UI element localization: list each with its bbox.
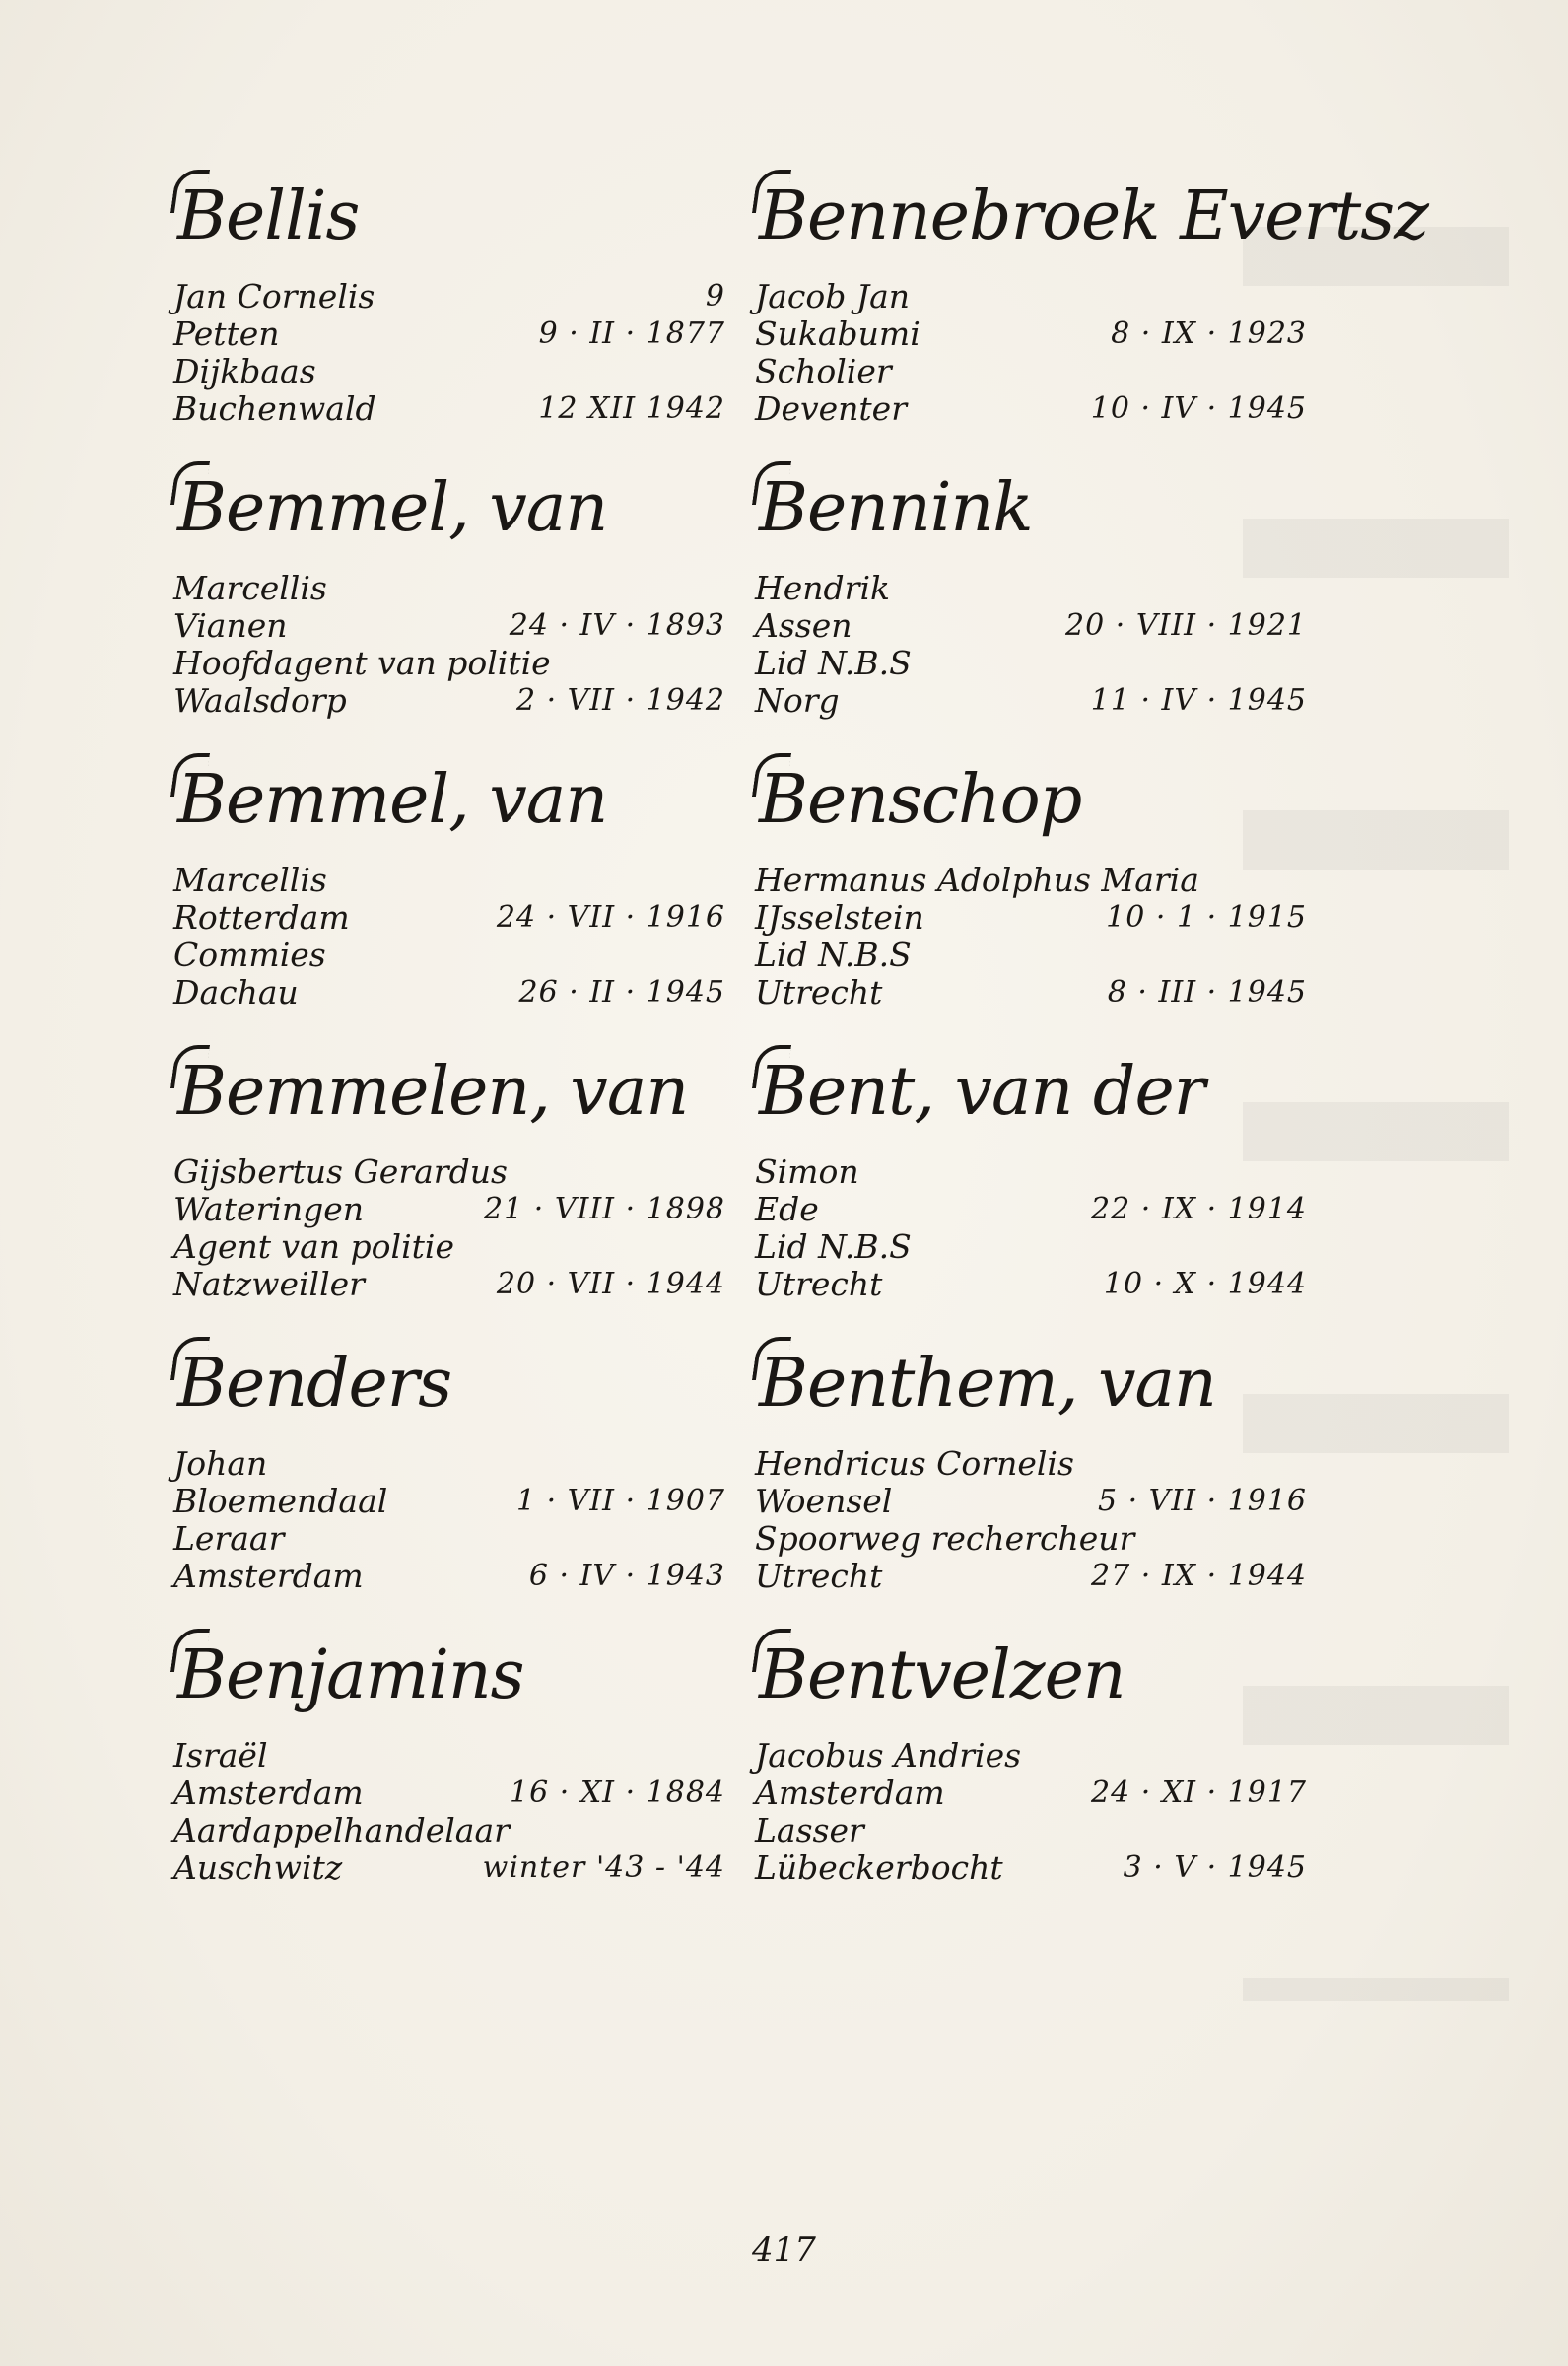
- detail-text: Vianen: [173, 606, 288, 645]
- detail-text: Lübeckerbocht: [755, 1848, 1003, 1887]
- detail-text: IJsselstein: [755, 898, 924, 937]
- detail-text: Amsterdam: [755, 1774, 945, 1812]
- entry-details: [173, 1737, 725, 1887]
- detail-text: Jan Cornelis: [173, 277, 375, 315]
- detail-date: 3 · V · 1945: [1123, 1850, 1307, 1885]
- detail-line: [755, 899, 1307, 937]
- detail-text: Bloemendaal: [173, 1482, 388, 1520]
- surname-text: Bent, van der: [759, 1053, 1205, 1131]
- detail-line: [173, 682, 725, 720]
- detail-line: [173, 570, 725, 607]
- detail-text: Marcellis: [173, 569, 327, 607]
- detail-line: [173, 1266, 725, 1303]
- detail-date: winter '43 - '44: [482, 1850, 725, 1885]
- detail-text: Hendricus Cornelis: [755, 1444, 1074, 1483]
- detail-date: 1 · VII · 1907: [515, 1484, 725, 1518]
- detail-text: Jacob Jan: [755, 277, 911, 315]
- detail-line: [173, 353, 725, 390]
- detail-line: [755, 1266, 1307, 1303]
- surname-text: Bennink: [759, 469, 1033, 547]
- detail-text: Marcellis: [173, 861, 327, 899]
- detail-date: 9: [705, 279, 725, 313]
- detail-text: Lasser: [755, 1811, 864, 1849]
- surname-text: Bemmelen, van: [177, 1053, 689, 1131]
- detail-line: [755, 1737, 1307, 1774]
- memorial-entry: [755, 1335, 1307, 1627]
- detail-text: Commies: [173, 936, 326, 974]
- detail-line: [755, 278, 1307, 315]
- calligraphic-flourish-icon: [170, 170, 210, 213]
- memorial-entry: [755, 1627, 1307, 1918]
- detail-line: [755, 682, 1307, 720]
- memorial-entry: [173, 1627, 725, 1918]
- detail-text: Hermanus Adolphus Maria: [755, 861, 1199, 899]
- detail-line: [755, 645, 1307, 682]
- detail-line: [173, 278, 725, 315]
- detail-date: 11 · IV · 1945: [1090, 683, 1307, 718]
- left-column: [173, 168, 725, 1918]
- detail-line: [755, 937, 1307, 974]
- entry-details: [173, 862, 725, 1011]
- entry-surname: [173, 1043, 725, 1153]
- surname-text: Bentvelzen: [759, 1636, 1125, 1714]
- detail-text: Hoofdagent van politie: [173, 644, 551, 682]
- detail-text: Petten: [173, 314, 280, 353]
- detail-line: [173, 1774, 725, 1812]
- detail-text: Lid N.B.S: [755, 644, 912, 682]
- detail-line: [755, 570, 1307, 607]
- memorial-entry: [755, 168, 1428, 459]
- calligraphic-flourish-icon: [752, 461, 791, 505]
- entry-surname: [173, 168, 725, 278]
- detail-date: 26 · II · 1945: [518, 975, 725, 1009]
- entry-details: [173, 278, 725, 428]
- detail-date: 5 · VII · 1916: [1097, 1484, 1307, 1518]
- detail-line: [173, 1737, 725, 1774]
- page-number: 417: [752, 2230, 816, 2269]
- detail-text: Woensel: [755, 1482, 893, 1520]
- calligraphic-flourish-icon: [170, 1629, 210, 1672]
- entry-surname: [173, 751, 725, 862]
- detail-text: Buchenwald: [173, 389, 376, 428]
- detail-text: Dachau: [173, 973, 299, 1011]
- detail-text: Simon: [755, 1152, 859, 1191]
- detail-line: [755, 974, 1307, 1011]
- detail-line: [173, 1558, 725, 1595]
- detail-line: [173, 1228, 725, 1266]
- detail-line: [173, 1153, 725, 1191]
- detail-line: [755, 607, 1307, 645]
- detail-line: [173, 390, 725, 428]
- memorial-entry: [755, 459, 1307, 751]
- entry-surname: [173, 459, 725, 570]
- detail-date: 8 · III · 1945: [1107, 975, 1307, 1009]
- detail-text: Lid N.B.S: [755, 936, 912, 974]
- detail-line: [173, 862, 725, 899]
- detail-date: 6 · IV · 1943: [528, 1559, 725, 1593]
- calligraphic-flourish-icon: [752, 1629, 791, 1672]
- detail-line: [755, 353, 1307, 390]
- detail-date: 27 · IX · 1944: [1091, 1559, 1307, 1593]
- detail-date: 21 · VIII · 1898: [484, 1192, 725, 1226]
- entry-surname: [755, 1043, 1307, 1153]
- detail-line: [755, 1228, 1307, 1266]
- surname-text: Bennebroek Evertsz: [759, 177, 1428, 255]
- entry-details: [755, 278, 1307, 428]
- detail-text: Hendrik: [755, 569, 891, 607]
- right-column: [755, 168, 1428, 1918]
- memorial-entry: [173, 459, 725, 751]
- memorial-entry: [755, 1043, 1307, 1335]
- detail-text: Israël: [173, 1736, 268, 1774]
- entry-details: [755, 1737, 1307, 1887]
- surname-text: Benthem, van: [759, 1345, 1216, 1423]
- detail-text: Rotterdam: [173, 898, 350, 937]
- detail-text: Sukabumi: [755, 314, 920, 353]
- detail-line: [755, 390, 1307, 428]
- detail-line: [173, 1191, 725, 1228]
- detail-line: [173, 937, 725, 974]
- entry-details: [755, 1153, 1307, 1303]
- entry-surname: [173, 1627, 725, 1737]
- detail-line: [755, 1520, 1307, 1558]
- detail-line: [755, 315, 1307, 353]
- calligraphic-flourish-icon: [170, 1337, 210, 1380]
- detail-line: [173, 1849, 725, 1887]
- memorial-entry: [173, 751, 725, 1043]
- detail-text: Jacobus Andries: [755, 1736, 1022, 1774]
- memorial-entry: [173, 168, 725, 459]
- detail-text: Utrecht: [755, 1265, 883, 1303]
- detail-text: Ede: [755, 1190, 819, 1228]
- entry-surname: [755, 1627, 1307, 1737]
- detail-text: Waalsdorp: [173, 681, 347, 720]
- detail-line: [173, 1812, 725, 1849]
- detail-text: Natzweiller: [173, 1265, 365, 1303]
- detail-text: Johan: [173, 1444, 268, 1483]
- detail-text: Deventer: [755, 389, 907, 428]
- detail-text: Agent van politie: [173, 1227, 454, 1266]
- surname-text: Benschop: [759, 761, 1082, 839]
- detail-text: Norg: [755, 681, 840, 720]
- entry-details: [173, 1153, 725, 1303]
- entry-surname: [173, 1335, 725, 1445]
- entry-surname: [755, 459, 1307, 570]
- memorial-entry: [173, 1043, 725, 1335]
- detail-text: Spoorweg rechercheur: [755, 1519, 1135, 1558]
- detail-text: Dijkbaas: [173, 352, 316, 390]
- detail-date: 16 · XI · 1884: [510, 1775, 725, 1810]
- detail-date: 8 · IX · 1923: [1111, 316, 1307, 351]
- detail-text: Wateringen: [173, 1190, 365, 1228]
- detail-text: Gijsbertus Gerardus: [173, 1152, 508, 1191]
- detail-date: 2 · VII · 1942: [515, 683, 725, 718]
- entry-details: [173, 570, 725, 720]
- detail-line: [173, 315, 725, 353]
- detail-text: Leraar: [173, 1519, 285, 1558]
- detail-line: [755, 1812, 1307, 1849]
- calligraphic-flourish-icon: [170, 1045, 210, 1088]
- entry-surname: [755, 1335, 1307, 1445]
- surname-text: Bellis: [177, 177, 360, 255]
- detail-date: 24 · XI · 1917: [1091, 1775, 1307, 1810]
- calligraphic-flourish-icon: [752, 1337, 791, 1380]
- detail-date: 9 · II · 1877: [538, 316, 725, 351]
- memorial-entry: [755, 751, 1307, 1043]
- detail-text: Utrecht: [755, 1557, 883, 1595]
- calligraphic-flourish-icon: [170, 753, 210, 797]
- detail-text: Assen: [755, 606, 852, 645]
- detail-line: [755, 862, 1307, 899]
- detail-date: 12 XII 1942: [538, 391, 725, 426]
- detail-line: [173, 974, 725, 1011]
- entry-details: [173, 1445, 725, 1595]
- detail-line: [173, 645, 725, 682]
- detail-line: [173, 899, 725, 937]
- detail-text: Amsterdam: [173, 1557, 364, 1595]
- detail-line: [755, 1191, 1307, 1228]
- detail-date: 20 · VII · 1944: [496, 1267, 725, 1301]
- detail-date: 24 · VII · 1916: [496, 900, 725, 935]
- surname-text: Benders: [177, 1345, 452, 1423]
- entry-details: [755, 570, 1307, 720]
- entry-details: [755, 862, 1307, 1011]
- detail-date: 10 · 1 · 1915: [1106, 900, 1307, 935]
- detail-text: Amsterdam: [173, 1774, 364, 1812]
- detail-date: 10 · IV · 1945: [1090, 391, 1307, 426]
- calligraphic-flourish-icon: [170, 461, 210, 505]
- calligraphic-flourish-icon: [752, 753, 791, 797]
- detail-date: 10 · X · 1944: [1103, 1267, 1307, 1301]
- detail-date: 24 · IV · 1893: [509, 608, 725, 643]
- detail-date: 22 · IX · 1914: [1091, 1192, 1307, 1226]
- detail-text: Scholier: [755, 352, 892, 390]
- detail-line: [755, 1849, 1307, 1887]
- memorial-entry: [173, 1335, 725, 1627]
- detail-line: [173, 607, 725, 645]
- detail-text: Lid N.B.S: [755, 1227, 912, 1266]
- detail-line: [755, 1445, 1307, 1483]
- detail-line: [755, 1558, 1307, 1595]
- detail-line: [173, 1445, 725, 1483]
- detail-text: Auschwitz: [173, 1848, 343, 1887]
- surname-text: Benjamins: [177, 1636, 524, 1714]
- detail-date: 20 · VIII · 1921: [1065, 608, 1307, 643]
- entry-details: [755, 1445, 1307, 1595]
- entry-surname: [755, 168, 1428, 278]
- detail-text: Utrecht: [755, 973, 883, 1011]
- calligraphic-flourish-icon: [752, 170, 791, 213]
- detail-line: [755, 1774, 1307, 1812]
- detail-line: [173, 1520, 725, 1558]
- entry-surname: [755, 751, 1307, 862]
- surname-text: Bemmel, van: [177, 469, 608, 547]
- detail-line: [755, 1153, 1307, 1191]
- detail-line: [173, 1483, 725, 1520]
- detail-line: [755, 1483, 1307, 1520]
- calligraphic-flourish-icon: [752, 1045, 791, 1088]
- surname-text: Bemmel, van: [177, 761, 608, 839]
- detail-text: Aardappelhandelaar: [173, 1811, 510, 1849]
